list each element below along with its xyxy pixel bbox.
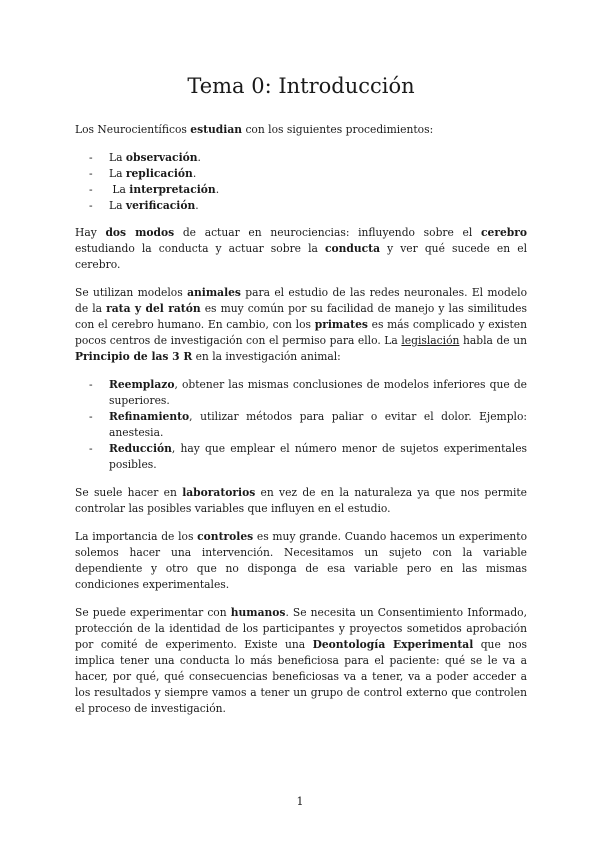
list-item: - La interpretación.: [89, 183, 220, 196]
modes-paragraph: Hay dos modos de actuar en neurociencias: influyendo sobre el cerebro estudiando la conducta y actuar sobre la conducta y ver qué sucede en el cerebro.: [75, 226, 527, 271]
humans-paragraph: Se puede experimentar con humanos. Se necesita un Consentimiento Informado, protección de la identidad de los participantes y proyectos sometidos aprobación por comité de experimento. Existe una Deontología Experimental que nos implica tener una conducta lo más beneficiosa para el paciente: qué se le va a hacer, por qué, qué consecuencias beneficiosas va a tener, va a poder acceder a los resultados y siempre vamos a tener un grupo de control externo que controlen el proceso de investigación.: [75, 606, 528, 715]
list-item: - Refinamiento, utilizar métodos para paliar o evitar el dolor. Ejemplo: anestesia.: [89, 410, 527, 439]
animal-models-paragraph: Se utilizan modelos animales para el estudio de las redes neuronales. El modelo de la rata y del ratón es muy común por su facilidad de manejo y las similitudes con el cerebro humano. En cambio, con los primates es más complicado y existen pocos centros de investigación con el permiso para ello. La legislación habla de un Principio de las 3 R en la investigación animal:: [75, 286, 528, 363]
list-item: - Reducción, hay que emplear el número menor de sujetos experimentales posibles.: [89, 442, 527, 471]
list-item: - La observación.: [89, 151, 201, 164]
controls-paragraph: La importancia de los controles es muy grande. Cuando hacemos un experimento solemos hacer una intervención. Necesitamos un sujeto con la variable dependiente y otro que no disponga de esa variable pero en las mismas condiciones experimentales.: [75, 530, 528, 591]
document-page: [75, 72, 527, 729]
laboratory-paragraph: Se suele hacer en laboratorios en vez de en la naturaleza ya que nos permite controlar las posibles variables que influyen en el estudio.: [75, 486, 527, 515]
page-title: Tema 0: Introducción: [187, 74, 415, 98]
legislation-link[interactable]: legislación: [401, 334, 460, 347]
intro-paragraph: Los Neurocientíficos estudian con los siguientes procedimientos:: [75, 123, 434, 136]
procedures-list: [75, 150, 527, 214]
list-item: - La verificación.: [89, 199, 199, 212]
three-r-list: [75, 377, 527, 473]
list-item: - La replicación.: [89, 167, 197, 180]
page-number: 1: [296, 795, 304, 808]
list-item: - Reemplazo, obtener las mismas conclusiones de modelos inferiores que de superiores.: [89, 378, 527, 407]
